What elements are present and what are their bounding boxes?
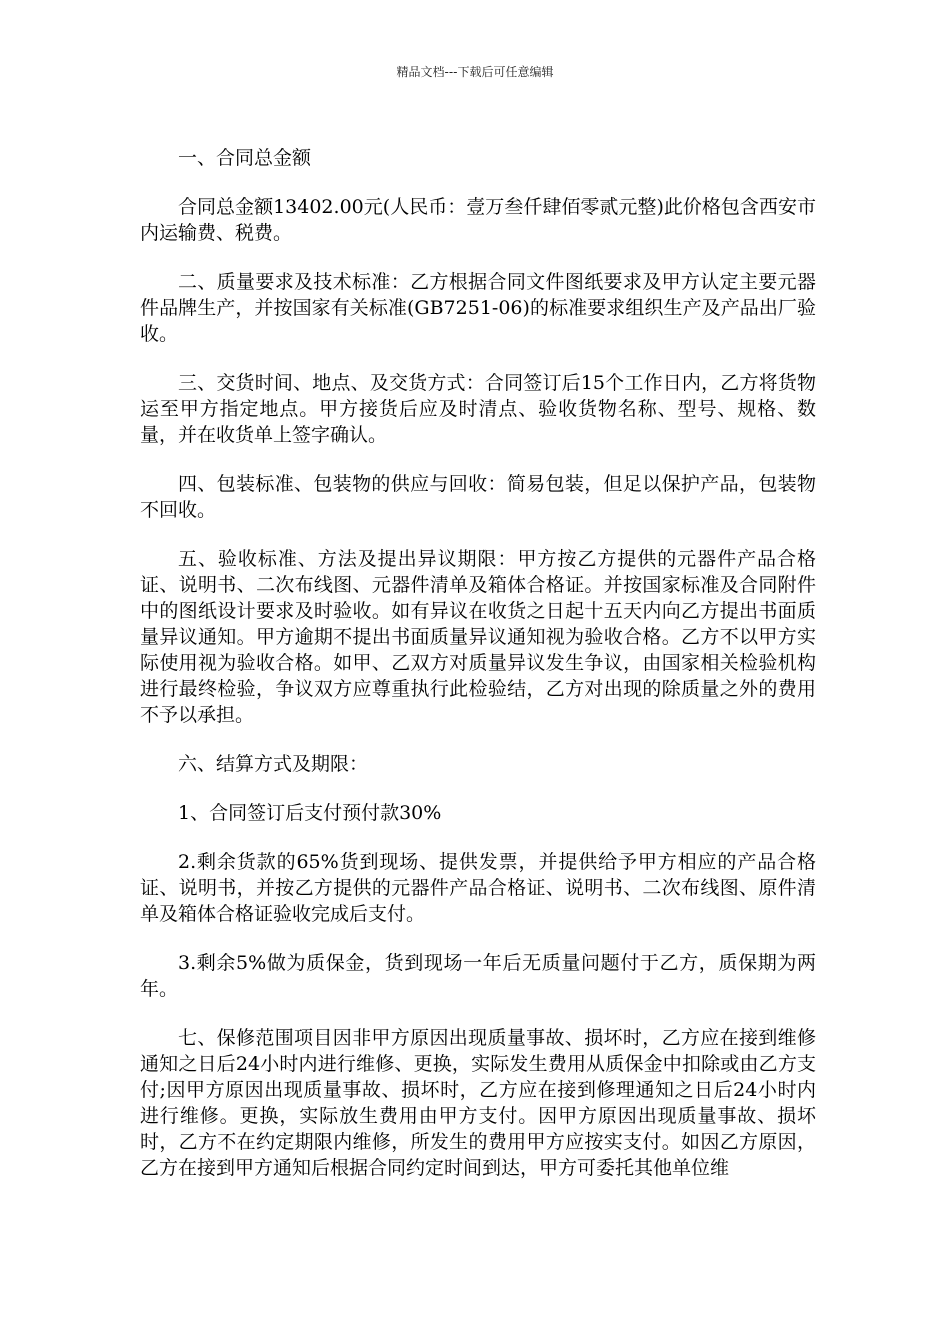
paragraph-total-amount: 合同总金额13402.00元(人民币：壹万叁仟肆佰零贰元整)此价格包含西安市内运输费、税费。 xyxy=(140,196,816,244)
paragraph-quality-standards: 二、质量要求及技术标准：乙方根据合同文件图纸要求及甲方认定主要元器件品牌生产，并按国家有关标准(GB7251-06)的标准要求组织生产及产品出厂验收。 xyxy=(140,271,816,345)
section-heading-settlement: 六、结算方式及期限： xyxy=(178,753,369,775)
paragraph-acceptance: 五、验收标准、方法及提出异议期限：甲方按乙方提供的元器件产品合格证、说明书、二次布线图、元器件清单及箱体合格证。并按国家标准及合同附件中的图纸设计要求及时验收。如有异议在收货之日起十五天内向乙方提出书面质量异议通知。甲方逾期不提出书面质量异议通知视为验收合格。乙方不以甲方实际使用视为验收合格。如甲、乙双方对质量异议发生争议，由国家相关检验机构进行最终检验，争议双方应尊重执行此检验结，乙方对出现的除质量之外的费用不予以承担。 xyxy=(140,548,816,726)
paragraph-settlement-item-1: 1、合同签订后支付预付款30% xyxy=(178,802,442,824)
paragraph-warranty: 七、保修范围项目因非甲方原因出现质量事故、损坏时，乙方应在接到维修通知之日后24小时内进行维修、更换，实际发生费用从质保金中扣除或由乙方支付;因甲方原因出现质量事故、损坏时，乙方应在接到修理通知之日后24小时内进行维修。更换，实际放生费用由甲方支付。因甲方原因出现质量事故、损坏时，乙方不在约定期限内维修，所发生的费用甲方应按实支付。如因乙方原因，乙方在接到甲方通知后根据合同约定时间到达，甲方可委托其他单位维 xyxy=(140,1027,816,1179)
section-heading-total-amount: 一、合同总金额 xyxy=(178,147,312,169)
paragraph-packaging: 四、包装标准、包装物的供应与回收：简易包装，但足以保护产品，包装物不回收。 xyxy=(140,473,816,521)
paragraph-settlement-item-2: 2.剩余货款的65%货到现场、提供发票，并提供给予甲方相应的产品合格证、说明书，并按乙方提供的元器件产品合格证、说明书、二次布线图、原件清单及箱体合格证验收完成后支付。 xyxy=(140,851,816,925)
document-body xyxy=(140,145,816,1181)
page-header: 精品文档---下载后可任意编辑 xyxy=(396,65,554,79)
paragraph-settlement-item-3: 3.剩余5%做为质保金，货到现场一年后无质量问题付于乙方，质保期为两年。 xyxy=(140,952,816,1000)
paragraph-delivery: 三、交货时间、地点、及交货方式：合同签订后15个工作日内，乙方将货物运至甲方指定地点。甲方接货后应及时清点、验收货物名称、型号、规格、数量，并在收货单上签字确认。 xyxy=(140,372,816,446)
